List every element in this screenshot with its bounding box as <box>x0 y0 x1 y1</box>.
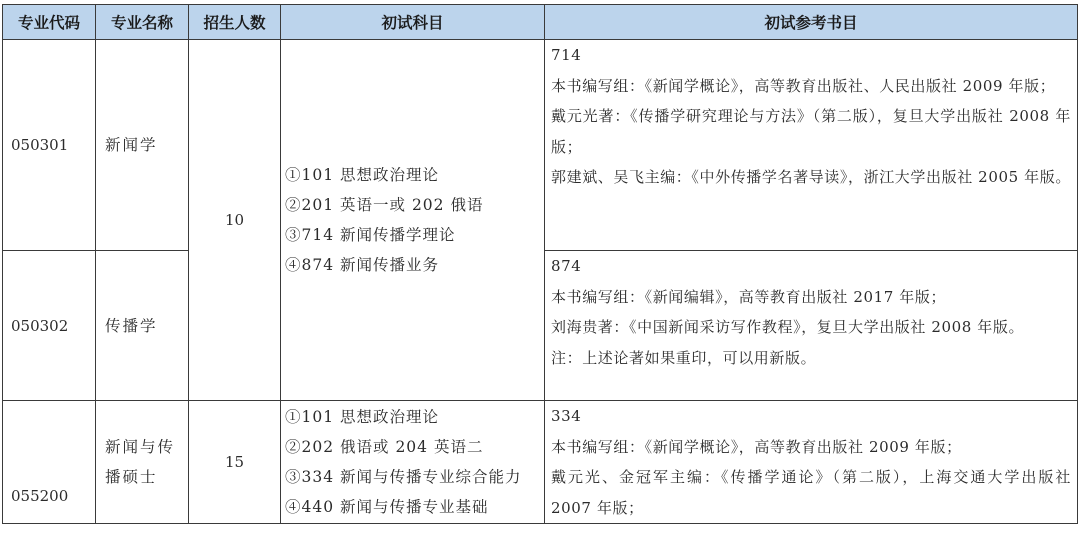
major-name: 传播学 <box>96 251 189 401</box>
exam-subjects <box>281 40 545 401</box>
exam-subjects <box>281 401 545 524</box>
enrollment-count: 15 <box>189 401 281 524</box>
header-row <box>3 5 1078 40</box>
major-code: 050301 <box>3 40 96 251</box>
reference-books <box>545 401 1078 524</box>
book-item: 本书编写组：《新闻编辑》，高等教育出版社 2017 年版； <box>551 287 947 306</box>
table-row <box>3 401 1078 524</box>
subject-item: ①101 思想政治理论 <box>285 408 440 426</box>
subject-item: ②201 英语一或 202 俄语 <box>285 196 484 214</box>
subject-item: ③714 新闻传播学理论 <box>285 226 456 244</box>
book-item: 郭建斌、吴飞主编：《中外传播学名著导读》，浙江大学出版社 2005 年版。 <box>551 168 1071 186</box>
books-code: 874 <box>551 257 582 275</box>
subject-item: ④440 新闻与传播专业基础 <box>285 498 489 516</box>
major-name: 新闻与传播硕士 <box>96 401 189 524</box>
major-code: 055200 <box>3 401 96 524</box>
reference-books <box>545 40 1078 251</box>
header-subjects: 初试科目 <box>281 5 545 40</box>
book-item: 刘海贵著：《中国新闻采访写作教程》，复旦大学出版社 2008 年版。 <box>551 318 1025 336</box>
admissions-table <box>2 4 1078 524</box>
books-code: 334 <box>551 407 582 425</box>
book-item: 戴元光著：《传播学研究理论与方法》（第二版），复旦大学出版社 2008 年版； <box>551 107 1071 156</box>
book-item: 本书编写组：《新闻学概论》，高等教育出版社、人民出版社 2009 年版； <box>551 76 1056 95</box>
enrollment-count: 10 <box>189 40 281 401</box>
book-item: 本书编写组：《新闻学概论》，高等教育出版社 2009 年版； <box>551 437 962 456</box>
major-name: 新闻学 <box>96 40 189 251</box>
major-code: 050302 <box>3 251 96 401</box>
header-books: 初试参考书目 <box>545 5 1078 40</box>
book-item: 戴元光、金冠军主编：《传播学通论》（第二版），上海交通大学出版社 2007 年版； <box>551 468 1071 517</box>
header-code: 专业代码 <box>3 5 96 40</box>
subject-item: ③334 新闻与传播专业综合能力 <box>285 468 522 486</box>
subject-item: ④874 新闻传播业务 <box>285 256 440 274</box>
subject-item: ②202 俄语或 204 英语二 <box>285 438 484 456</box>
books-code: 714 <box>551 46 582 64</box>
reference-books <box>545 251 1078 401</box>
table-row <box>3 40 1078 251</box>
header-name: 专业名称 <box>96 5 189 40</box>
header-count: 招生人数 <box>189 5 281 40</box>
book-item: 注：上述论著如果重印，可以用新版。 <box>551 348 817 367</box>
subject-item: ①101 思想政治理论 <box>285 166 440 184</box>
